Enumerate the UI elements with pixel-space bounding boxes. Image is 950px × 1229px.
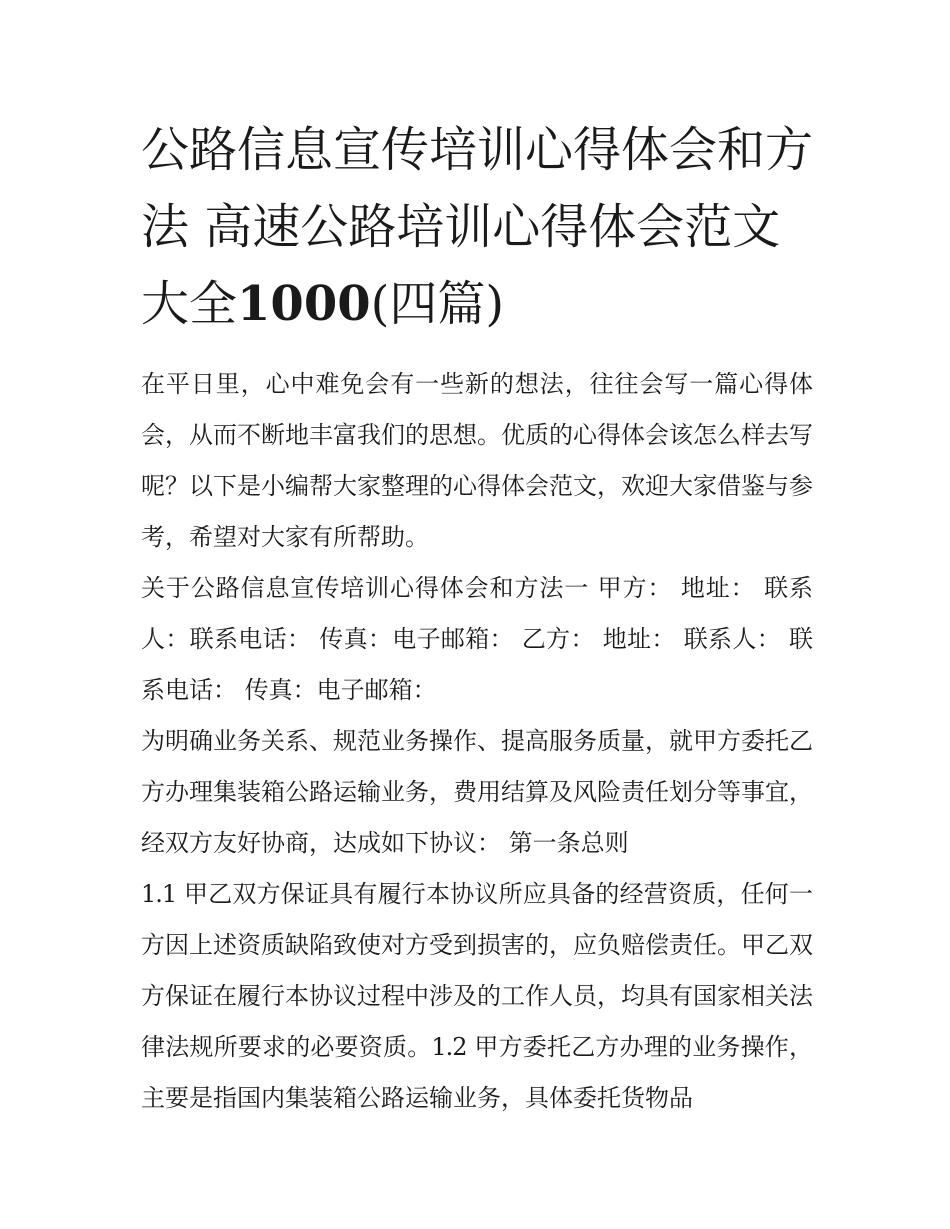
clause-number-1-2: 1.2 (431, 1033, 467, 1061)
clause-number-1-1: 1.1 (141, 880, 177, 908)
title-suffix: (四篇) (370, 276, 505, 332)
title-text: 公路信息宣传培训心得体会和方法 高速公路培训心得体会范文大全 (141, 122, 814, 332)
purpose-paragraph: 为明确业务关系、规范业务操作、提高服务质量，就甲方委托乙方办理集装箱公路运输业务，费用结算及风险责任划分等事宜，经双方友好协商，达成如下协议： 第一条总则 (141, 727, 813, 857)
document-body (141, 112, 813, 1124)
intro-paragraph: 在平日里，心中难免会有一些新的想法，往往会写一篇心得体会，从而不断地丰富我们的思想。优质的心得体会该怎么样去写呢？以下是小编帮大家整理的心得体会范文，欢迎大家借鉴与参考，希望对大家有所帮助。 (141, 370, 813, 551)
document-title (141, 112, 813, 343)
parties-paragraph: 关于公路信息宣传培训心得体会和方法一 甲方： 地址： 联系人：联系电话： 传真：电子邮箱： 乙方： 地址： 联系人： 联系电话： 传真：电子邮箱： (141, 574, 813, 704)
clause-text-1-1: 甲乙双方保证具有履行本协议所应具备的经营资质，任何一方因上述资质缺陷致使对方受到损害的，应负赔偿责任。甲乙双方保证在履行本协议过程中涉及的工作人员，均具有国家相关法律法规所要求的必要资质。 (141, 880, 813, 1061)
clause-paragraph (141, 869, 813, 1124)
title-number: 1000 (237, 276, 371, 332)
clause-text-1-2: 甲方委托乙方办理的业务操作，主要是指国内集装箱公路运输业务，具体委托货物品 (141, 1033, 813, 1112)
